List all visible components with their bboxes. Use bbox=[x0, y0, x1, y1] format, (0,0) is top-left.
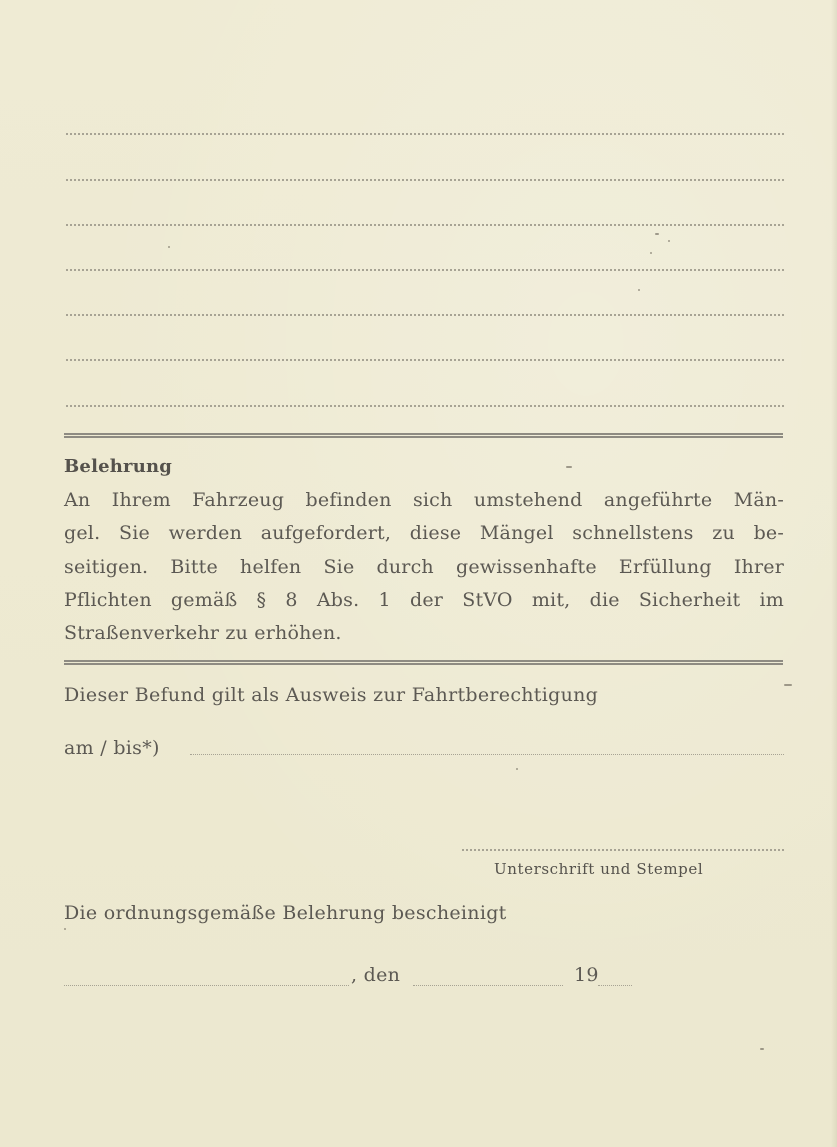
defect-line-5[interactable] bbox=[66, 314, 784, 316]
validity-date-label: am / bis*) bbox=[64, 737, 160, 759]
section-divider-bottom bbox=[64, 660, 783, 665]
defect-line-1[interactable] bbox=[66, 133, 784, 135]
defect-line-3[interactable] bbox=[66, 224, 784, 226]
defect-line-4[interactable] bbox=[66, 269, 784, 271]
scan-speck bbox=[784, 684, 792, 686]
date-separator: , den bbox=[351, 964, 401, 986]
instruction-line-3: seitigen. Bitte helfen Sie durch gewissenhafte Erfüllung Ihrer bbox=[64, 556, 784, 578]
scan-speck bbox=[566, 466, 572, 468]
instruction-line-2: gel. Sie werden aufgefordert, diese Mängel schnellstens zu be- bbox=[64, 522, 784, 544]
signature-line[interactable] bbox=[462, 849, 784, 851]
validity-statement: Dieser Befund gilt als Ausweis zur Fahrtberechtigung bbox=[64, 684, 599, 706]
year-prefix: 19 bbox=[574, 964, 599, 986]
scan-speck bbox=[655, 233, 659, 235]
place-field[interactable] bbox=[64, 985, 349, 986]
section-divider-top bbox=[64, 433, 783, 438]
instruction-line-1: An Ihrem Fahrzeug befinden sich umstehend angeführte Män- bbox=[64, 489, 784, 511]
year-field[interactable] bbox=[598, 985, 632, 986]
scan-speck bbox=[668, 240, 670, 242]
instruction-line-5: Straßenverkehr zu erhöhen. bbox=[64, 622, 342, 644]
signature-caption: Unterschrift und Stempel bbox=[494, 860, 704, 878]
scan-speck bbox=[650, 252, 652, 254]
scan-speck bbox=[516, 768, 518, 770]
page-edge-shadow bbox=[831, 0, 837, 1147]
scan-speck bbox=[168, 246, 170, 248]
defect-line-6[interactable] bbox=[66, 359, 784, 361]
date-field[interactable] bbox=[413, 985, 563, 986]
instruction-heading: Belehrung bbox=[64, 456, 173, 477]
scan-speck bbox=[64, 928, 66, 930]
certification-statement: Die ordnungsgemäße Belehrung bescheinigt bbox=[64, 902, 507, 924]
defect-line-7[interactable] bbox=[66, 405, 784, 407]
defect-line-2[interactable] bbox=[66, 179, 784, 181]
scan-speck bbox=[760, 1048, 764, 1050]
instruction-line-4: Pflichten gemäß § 8 Abs. 1 der StVO mit, die Sicherheit im bbox=[64, 589, 784, 611]
scan-speck bbox=[638, 289, 640, 291]
validity-date-field[interactable] bbox=[190, 754, 784, 755]
